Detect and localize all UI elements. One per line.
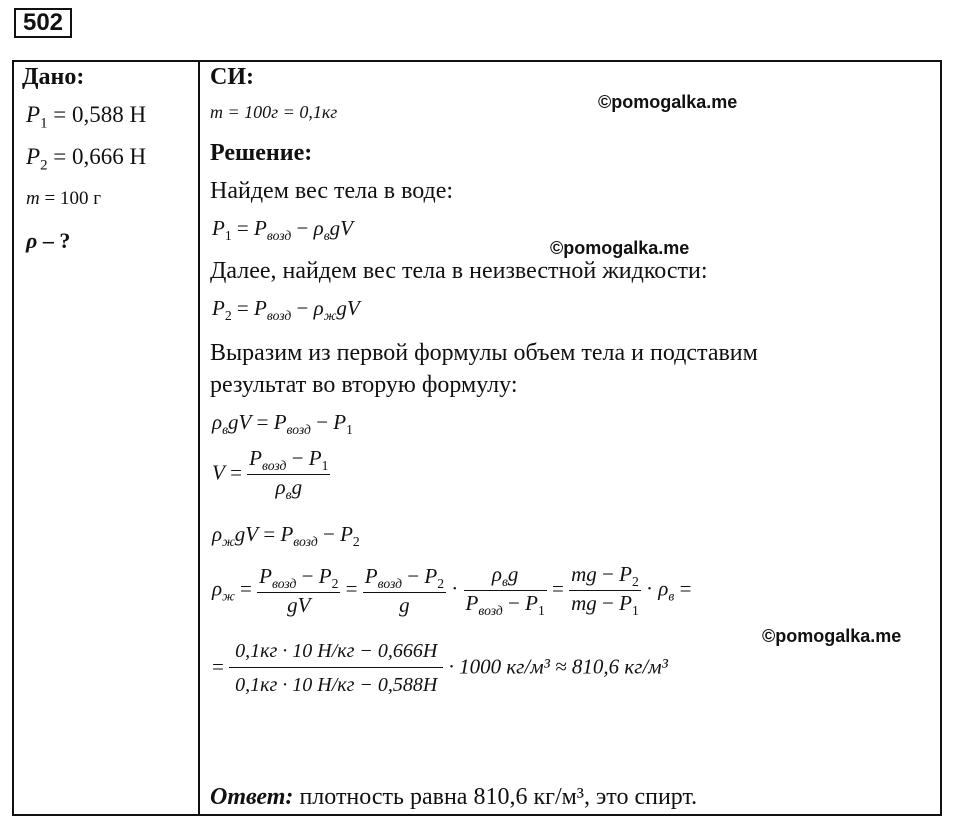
problem-number: 502 [14, 8, 72, 38]
watermark-2: ©pomogalka.me [550, 238, 690, 258]
equation-4: V = $\frac{P_{возд} - P_1}{\rho_вg}$ [212, 446, 329, 503]
given-m: m = 100 г [26, 188, 101, 209]
solution-text-1: Найдем вес тела в воде: [210, 178, 454, 204]
answer-text: плотность равна 810,6 кг/м³, это спирт. [293, 784, 698, 810]
equation-1: $P_1 = P_{возд} - \rho_вgV$ [212, 216, 353, 244]
equation-5: $\rho_жgV = P_{возд} - P_2$ [212, 522, 360, 550]
watermark-1: ©pomogalka.me [598, 92, 738, 112]
solution-table [12, 60, 942, 816]
equation-7: = $\frac{0,1кг \cdot 10 Н/кг - 0,666Н}{0,1кг \cdot 10 Н/кг - 0,588Н}$ · 1000 кг/м³ ≈ 810,6 кг/м³ [212, 640, 668, 696]
solution-text-2: Далее, найдем вес тела в неизвестной жидкости: [210, 258, 708, 284]
answer-label: Ответ: [210, 784, 294, 810]
solution-title: Решение: [210, 140, 313, 166]
equation-7-tail: · 1000 кг/м³ ≈ 810,6 кг/м³ [448, 654, 668, 679]
answer-line [210, 784, 697, 811]
equation-3: $\rho_вgV = P_{возд} - P_1$ [212, 410, 353, 438]
equation-6: $\rho_ж$ = $\frac{P_{возд} - P_2}{gV}$ = $\frac{P_{возд} - P_2}{g}$ · $\frac{\rho_вg}{P_{возд} - P_1}$ = $\frac{mg - P_2}{mg - P_1}$ · $\rho_в$ = [212, 562, 692, 619]
column-divider [198, 60, 200, 816]
given-p1: $P_1 = 0,588$ Н [26, 102, 147, 132]
si-title: СИ: [210, 64, 254, 90]
given-title: Дано: [22, 64, 85, 90]
solution-text-3b: результат во вторую формулу: [210, 372, 518, 398]
equation-7-numerator: 0,1кг · 10 Н/кг − 0,666Н [229, 640, 443, 668]
solution-text-3a: Выразим из первой формулы объем тела и подставим [210, 340, 758, 366]
watermark-3: ©pomogalka.me [762, 626, 902, 646]
si-line: m = 100г = 0,1кг [210, 102, 338, 122]
equation-7-denominator: 0,1кг · 10 Н/кг − 0,588Н [235, 674, 438, 696]
given-rho: ρ – ? [26, 228, 71, 253]
given-p2: $P_2 = 0,666$ Н [26, 144, 147, 174]
equation-2: $P_2 = P_{возд} - \rho_жgV$ [212, 296, 360, 324]
